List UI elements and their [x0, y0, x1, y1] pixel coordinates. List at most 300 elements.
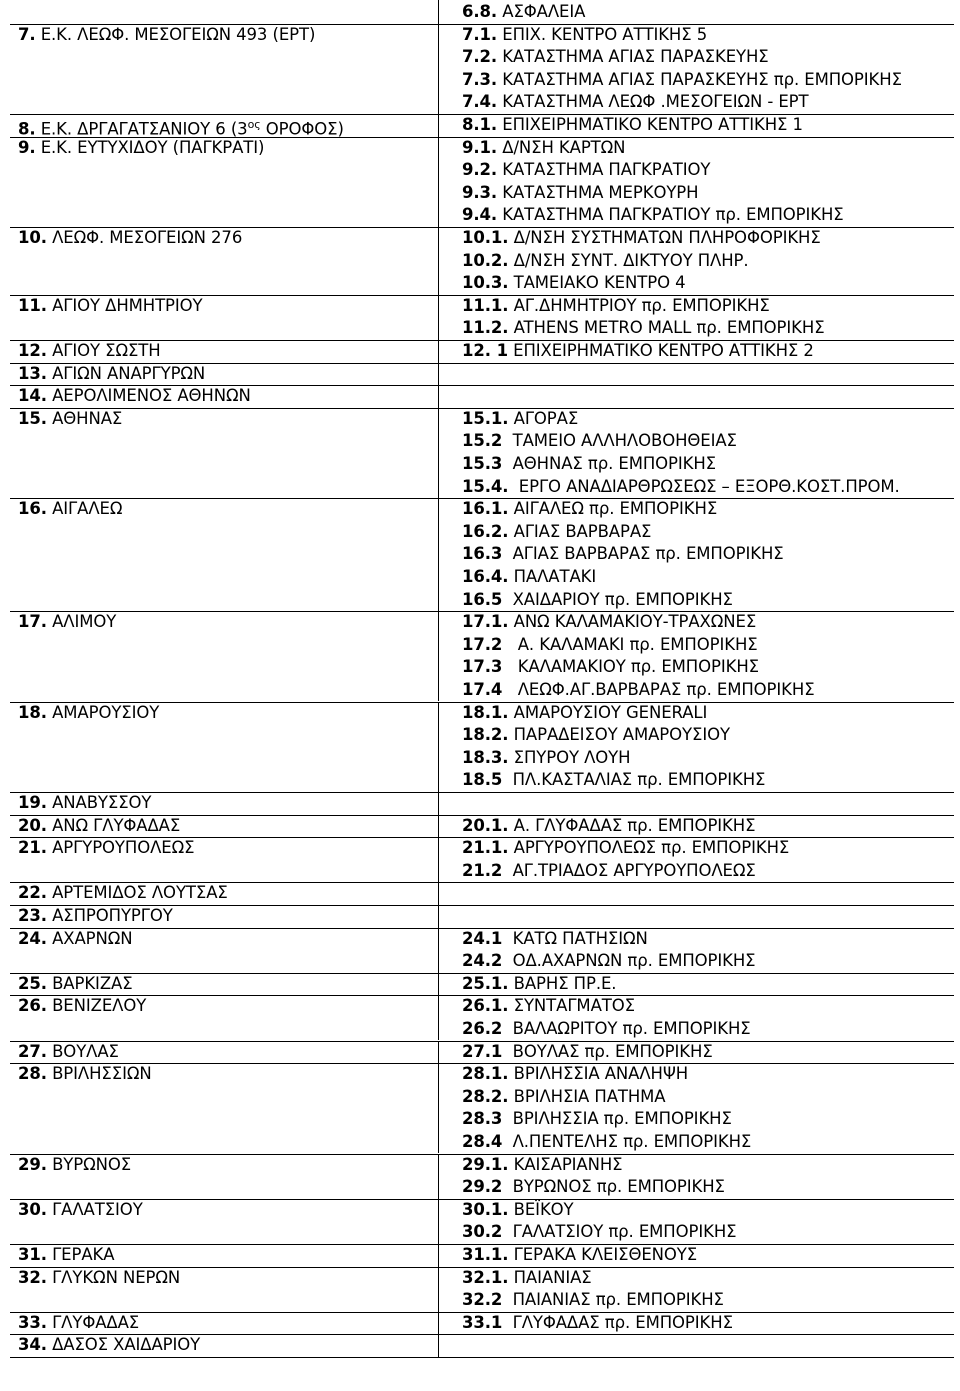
row-separator	[10, 815, 954, 816]
sub-branch-label: ΑΝΩ ΚΑΛΑΜΑΚΙΟΥ-ΤΡΑΧΩΝΕΣ	[508, 612, 757, 632]
sub-branch-number: 10.3.	[462, 273, 509, 293]
branch-name	[18, 816, 180, 836]
branch-label: ΓΛΥΦΑΔΑΣ	[46, 1312, 140, 1332]
sub-branch	[462, 70, 902, 90]
sub-branch-number: 9.4.	[462, 205, 498, 225]
sub-branch-number: 33.1	[462, 1312, 503, 1332]
branch-number: 30.	[18, 1199, 47, 1219]
branch-number: 29.	[18, 1154, 47, 1174]
row-separator	[10, 905, 954, 906]
sub-branch-label: Λ.ΠΕΝΤΕΛΗΣ πρ. ΕΜΠΟΡΙΚΗΣ	[502, 1132, 752, 1151]
sub-branch-label: ΚΑΤΑΣΤΗΜΑ ΠΑΓΚΡΑΤΙΟΥ πρ. ΕΜΠΟΡΙΚΗΣ	[497, 205, 844, 225]
sub-branch	[462, 1109, 732, 1129]
column-divider	[438, 137, 439, 227]
branch-label: ΑΝΑΒΥΣΣΟΥ	[46, 793, 152, 812]
row-separator	[10, 24, 954, 25]
column-divider	[438, 114, 439, 137]
sub-branch-label: ΓΑΛΑΤΣΙΟΥ πρ. ΕΜΠΟΡΙΚΗΣ	[502, 1222, 737, 1242]
branch-number: 27.	[18, 1041, 47, 1061]
sub-branch	[462, 1245, 697, 1265]
row-separator	[10, 882, 954, 883]
sub-branch-label: ΚΑΛΑΜΑΚΙΟΥ πρ. ΕΜΠΟΡΙΚΗΣ	[502, 657, 759, 677]
row-separator	[10, 702, 954, 703]
sub-branch-number: 15.2	[462, 431, 503, 451]
sub-branch	[462, 1268, 592, 1288]
sub-branch	[462, 454, 716, 474]
branch-label: ΑΡΓΥΡΟΥΠΟΛΕΩΣ	[46, 838, 195, 858]
sub-branch-label: ΤΑΜΕΙΟ ΑΛΛΗΛΟΒΟΗΘΕΙΑΣ	[502, 431, 737, 451]
sub-branch	[462, 522, 651, 542]
branch-label: ΔΑΣΟΣ ΧΑΙΔΑΡΙΟΥ	[46, 1335, 201, 1355]
branch-label-suffix: ΟΡΟΦΟΣ)	[260, 119, 344, 139]
column-divider	[438, 973, 439, 996]
sub-branch	[462, 680, 815, 700]
branch-name	[18, 499, 122, 519]
branch-label: ΑΓΙΩΝ ΑΝΑΡΓΥΡΩΝ	[46, 363, 206, 383]
branch-name	[18, 838, 194, 858]
sub-branch-label: ΚΑΤΩ ΠΑΤΗΣΙΩΝ	[502, 928, 648, 948]
row-separator	[10, 1063, 954, 1064]
sub-branch	[462, 657, 759, 677]
branch-name	[18, 296, 203, 316]
branch-label: ΑΧΑΡΝΩΝ	[46, 928, 133, 948]
branch-name	[18, 228, 242, 248]
sub-branch-label: ΒΟΥΛΑΣ πρ. ΕΜΠΟΡΙΚΗΣ	[502, 1041, 713, 1061]
sub-branch-label: ΠΛ.ΚΑΣΤΑΛΙΑΣ πρ. ΕΜΠΟΡΙΚΗΣ	[502, 770, 766, 790]
branch-number: 8.	[18, 119, 36, 139]
row-separator	[10, 1244, 954, 1245]
branch-name	[18, 115, 344, 140]
column-divider	[438, 702, 439, 792]
column-divider	[438, 1312, 439, 1335]
sub-branch	[462, 748, 630, 768]
branch-number: 32.	[18, 1267, 47, 1287]
sub-branch-label: ΚΑΤΑΣΤΗΜΑ ΑΓΙΑΣ ΠΑΡΑΣΚΕΥΗΣ πρ. ΕΜΠΟΡΙΚΗΣ	[497, 69, 902, 89]
sub-branch-number: 7.4.	[462, 92, 498, 112]
branch-name	[18, 25, 315, 45]
column-divider	[438, 385, 439, 408]
sub-branch-label: ΑΘΗΝΑΣ πρ. ΕΜΠΟΡΙΚΗΣ	[502, 454, 717, 473]
sub-branch	[462, 816, 755, 836]
sub-branch-number: 17.1.	[462, 612, 509, 632]
sub-branch-number: 28.1.	[462, 1064, 509, 1084]
column-divider	[438, 340, 439, 363]
sub-branch	[462, 296, 770, 316]
branch-label: ΑΜΑΡΟΥΣΙΟΥ	[46, 702, 160, 722]
sub-branch-number: 21.1.	[462, 838, 509, 858]
column-divider	[438, 995, 439, 1040]
sub-branch-label: ΒΕΪΚΟΥ	[508, 1199, 574, 1219]
sub-branch-label: ΕΡΓΟ ΑΝΑΔΙΑΡΘΡΩΣΕΩΣ – ΕΞΟΡΘ.ΚΟΣΤ.ΠΡΟΜ.	[508, 476, 900, 496]
branch-number: 25.	[18, 973, 47, 993]
sub-branch	[462, 183, 698, 203]
column-divider	[438, 227, 439, 295]
sub-branch	[462, 273, 686, 293]
sub-branch-number: 15.3	[462, 454, 503, 473]
branch-name	[18, 929, 133, 949]
branch-number: 15.	[18, 408, 47, 428]
sub-branch-label: ΣΥΝΤΑΓΜΑΤΟΣ	[508, 996, 635, 1016]
branch-number: 21.	[18, 838, 47, 858]
branch-number: 17.	[18, 612, 47, 632]
sub-branch-label: ΒΡΙΛΗΣΣΙΑ ΑΝΑΛΗΨΗ	[508, 1064, 689, 1084]
branch-name	[18, 364, 205, 384]
sub-branch-label: ΕΠΙΧΕΙΡΗΜΑΤΙΚΟ ΚΕΝΤΡΟ ΑΤΤΙΚΗΣ 2	[507, 341, 814, 360]
branch-label: ΑΛΙΜΟΥ	[46, 612, 117, 632]
column-divider	[438, 363, 439, 386]
sub-branch	[462, 341, 814, 361]
sub-branch-label: ΠΑΙΑΝΙΑΣ πρ. ΕΜΠΟΡΙΚΗΣ	[502, 1290, 724, 1310]
sub-branch	[462, 115, 803, 135]
sub-branch-number: 17.4	[462, 680, 503, 699]
sub-branch-number: 26.2	[462, 1019, 503, 1038]
branch-label: ΑΓΙΟΥ ΔΗΜΗΤΡΙΟΥ	[46, 295, 203, 315]
sub-branch-number: 18.3.	[462, 747, 509, 767]
branch-number: 31.	[18, 1245, 47, 1264]
sub-branch-number: 7.2.	[462, 47, 498, 67]
sub-branch-label: ΓΛΥΦΑΔΑΣ πρ. ΕΜΠΟΡΙΚΗΣ	[502, 1312, 733, 1332]
column-divider	[438, 792, 439, 815]
sub-branch	[462, 951, 756, 971]
column-divider	[438, 837, 439, 882]
branch-name	[18, 883, 228, 903]
sub-branch	[462, 251, 749, 271]
sub-branch-label: ATHENS METRO MALL πρ. ΕΜΠΟΡΙΚΗΣ	[508, 318, 825, 338]
sub-branch-number: 16.4.	[462, 567, 509, 586]
sub-branch-number: 32.1.	[462, 1267, 509, 1287]
row-separator	[10, 995, 954, 996]
row-separator	[10, 498, 954, 499]
branch-name	[18, 996, 146, 1016]
branch-number: 24.	[18, 928, 47, 948]
column-divider	[438, 611, 439, 701]
sub-branch	[462, 838, 789, 858]
sub-branch	[462, 1177, 725, 1197]
sub-branch-label: ΕΠΙΧ. ΚΕΝΤΡΟ ΑΤΤΙΚΗΣ 5	[497, 24, 708, 44]
sub-branch-number: 17.2	[462, 634, 503, 654]
row-separator	[10, 1357, 954, 1358]
sub-branch	[462, 1155, 623, 1175]
sub-branch-number: 16.1.	[462, 499, 509, 519]
sub-branch-number: 8.1.	[462, 115, 498, 134]
sub-branch	[462, 205, 844, 225]
sub-branch-number: 18.5	[462, 770, 503, 790]
sub-branch	[462, 318, 825, 338]
branch-name	[18, 1245, 114, 1265]
sub-branch-label: Δ/ΝΣΗ ΣΥΝΤ. ΔΙΚΤΥΟΥ ΠΛΗΡ.	[508, 250, 749, 270]
sub-branch	[462, 160, 710, 180]
sub-branch	[462, 861, 756, 881]
branch-number: 10.	[18, 228, 47, 247]
branch-name	[18, 1200, 143, 1220]
sub-branch-label: ΑΡΓΥΡΟΥΠΟΛΕΩΣ πρ. ΕΜΠΟΡΙΚΗΣ	[508, 838, 790, 858]
sub-branch-number: 26.1.	[462, 996, 509, 1016]
column-divider	[438, 1199, 439, 1244]
row-separator	[10, 408, 954, 409]
sub-branch-number: 29.1.	[462, 1154, 509, 1174]
branch-number: 11.	[18, 295, 47, 315]
branch-label: ΑΙΓΑΛΕΩ	[46, 499, 123, 519]
sub-branch	[462, 1313, 733, 1333]
sub-branch-number: 28.3	[462, 1109, 503, 1129]
row-separator	[10, 611, 954, 612]
sub-branch	[462, 1132, 751, 1152]
sub-branch	[462, 431, 737, 451]
branch-name	[18, 409, 122, 429]
branch-name	[18, 1313, 139, 1333]
sub-branch	[462, 590, 733, 610]
sub-branch-number: 18.2.	[462, 725, 509, 745]
sub-branch-number: 15.4.	[462, 476, 509, 496]
sub-branch	[462, 996, 635, 1016]
sub-branch	[462, 409, 578, 429]
branch-label: Ε.Κ. ΛΕΩΦ. ΜΕΣΟΓΕΙΩΝ 493 (ΕΡΤ)	[35, 24, 316, 44]
column-divider	[438, 1267, 439, 1312]
sub-branch	[462, 544, 784, 564]
branch-label: ΒΟΥΛΑΣ	[46, 1041, 119, 1061]
branch-label: ΑΝΩ ΓΛΥΦΑΔΑΣ	[46, 815, 181, 835]
branch-name	[18, 341, 161, 361]
sub-branch-label: ΑΜΑΡΟΥΣΙΟΥ GENERALI	[508, 702, 708, 722]
branch-number: 14.	[18, 386, 47, 406]
sub-branch	[462, 1042, 713, 1062]
sub-branch	[462, 2, 585, 22]
branch-label: ΒΡΙΛΗΣΣΙΩΝ	[46, 1064, 152, 1084]
sub-branch-label: ΚΑΤΑΣΤΗΜΑ ΠΑΓΚΡΑΤΙΟΥ	[497, 160, 711, 180]
column-divider	[438, 905, 439, 928]
branch-label: ΒΕΝΙΖΕΛΟΥ	[46, 996, 147, 1016]
sub-branch-number: 18.1.	[462, 702, 509, 722]
branch-label: ΒΥΡΩΝΟΣ	[46, 1154, 132, 1174]
column-divider	[438, 1154, 439, 1199]
row-separator	[10, 227, 954, 228]
branch-number: 23.	[18, 906, 47, 925]
row-separator	[10, 340, 954, 341]
column-divider	[438, 1334, 439, 1357]
sub-branch-label: ΒΡΙΛΗΣΣΙΑ πρ. ΕΜΠΟΡΙΚΗΣ	[502, 1109, 732, 1129]
branch-label: ΓΛΥΚΩΝ ΝΕΡΩΝ	[46, 1267, 181, 1287]
sub-branch-number: 16.2.	[462, 521, 509, 541]
sub-branch-number: 21.2	[462, 860, 503, 880]
column-divider	[438, 1041, 439, 1064]
row-separator	[10, 837, 954, 838]
sub-branch-number: 24.2	[462, 951, 503, 971]
sub-branch	[462, 1087, 666, 1107]
column-divider	[438, 295, 439, 340]
sub-branch	[462, 477, 900, 497]
branch-label: ΓΕΡΑΚΑ	[46, 1245, 115, 1264]
sub-branch-number: 28.4	[462, 1132, 503, 1151]
branch-number: 7.	[18, 24, 36, 44]
branch-name	[18, 612, 116, 632]
sub-branch-label: ΤΑΜΕΙΑΚΟ ΚΕΝΤΡΟ 4	[508, 273, 686, 293]
branch-label: ΑΕΡΟΛΙΜΕΝΟΣ ΑΘΗΝΩΝ	[46, 386, 251, 406]
sub-branch-number: 10.1.	[462, 228, 509, 247]
sub-branch	[462, 929, 648, 949]
sub-branch-number: 11.1.	[462, 295, 509, 315]
branch-label: Ε.Κ. ΔΡΓΑΓΑΤΣΑΝΙΟΥ 6 (3	[35, 119, 248, 139]
sub-branch	[462, 228, 821, 248]
sub-branch-label: ΑΓΙΑΣ ΒΑΡΒΑΡΑΣ	[508, 521, 652, 541]
sub-branch-number: 20.1.	[462, 815, 509, 835]
sub-branch-label: ΧΑΙΔΑΡΙΟΥ πρ. ΕΜΠΟΡΙΚΗΣ	[502, 589, 733, 609]
sub-branch-label: Δ/ΝΣΗ ΣΥΣΤΗΜΑΤΩΝ ΠΛΗΡΟΦΟΡΙΚΗΣ	[508, 228, 821, 247]
column-divider	[438, 815, 439, 838]
row-separator	[10, 363, 954, 364]
sub-branch	[462, 1200, 574, 1220]
column-divider	[438, 882, 439, 905]
sub-branch-number: 15.1.	[462, 408, 509, 428]
branch-name	[18, 386, 251, 406]
sub-branch-number: 30.1.	[462, 1199, 509, 1219]
column-divider	[438, 1063, 439, 1153]
branch-number: 34.	[18, 1335, 47, 1355]
sub-branch-number: 12. 1	[462, 341, 508, 360]
sub-branch-number: 7.3.	[462, 69, 498, 89]
sub-branch-label: ΠΑΛΑΤΑΚΙ	[508, 567, 597, 586]
sub-branch-label: ΛΕΩΦ.ΑΓ.ΒΑΡΒΑΡΑΣ πρ. ΕΜΠΟΡΙΚΗΣ	[502, 680, 815, 699]
branch-number: 26.	[18, 996, 47, 1016]
row-separator	[10, 973, 954, 974]
sub-branch	[462, 612, 756, 632]
sub-branch	[462, 974, 616, 994]
column-divider	[438, 0, 439, 24]
sub-branch	[462, 499, 717, 519]
row-separator	[10, 295, 954, 296]
sub-branch-label: ΒΑΡΗΣ ΠΡ.Ε.	[508, 973, 617, 993]
row-separator	[10, 928, 954, 929]
branch-name	[18, 1155, 131, 1175]
sub-branch-number: 16.3	[462, 544, 503, 564]
branch-label: ΑΣΠΡΟΠΥΡΓΟΥ	[46, 906, 173, 925]
sub-branch	[462, 92, 809, 112]
sub-branch-label: ΠΑΡΑΔΕΙΣΟΥ ΑΜΑΡΟΥΣΙΟΥ	[508, 725, 730, 745]
sub-branch	[462, 635, 758, 655]
sub-branch	[462, 770, 765, 790]
branch-label: ΑΘΗΝΑΣ	[46, 408, 123, 428]
sub-branch	[462, 1064, 688, 1084]
branch-name	[18, 138, 264, 158]
sub-branch	[462, 1290, 724, 1310]
column-divider	[438, 24, 439, 114]
sub-branch	[462, 725, 730, 745]
branch-number: 9.	[18, 137, 36, 157]
sub-branch-label: Α. ΓΛΥΦΑΔΑΣ πρ. ΕΜΠΟΡΙΚΗΣ	[508, 815, 756, 835]
row-separator	[10, 385, 954, 386]
branch-label: ΛΕΩΦ. ΜΕΣΟΓΕΙΩΝ 276	[46, 228, 243, 247]
branch-number: 16.	[18, 499, 47, 519]
sub-branch-number: 24.1	[462, 928, 503, 948]
sub-branch-number: 30.2	[462, 1222, 503, 1242]
sub-branch-number: 27.1	[462, 1041, 503, 1061]
branch-label: ΑΓΙΟΥ ΣΩΣΤΗ	[46, 341, 161, 360]
row-separator	[10, 792, 954, 793]
column-divider	[438, 408, 439, 498]
branch-number: 19.	[18, 793, 47, 812]
column-divider	[438, 928, 439, 973]
row-separator	[10, 1154, 954, 1155]
branch-name	[18, 906, 173, 926]
sub-branch-label: ΑΓΙΑΣ ΒΑΡΒΑΡΑΣ πρ. ΕΜΠΟΡΙΚΗΣ	[502, 544, 784, 564]
column-divider	[438, 498, 439, 611]
branch-label: ΓΑΛΑΤΣΙΟΥ	[46, 1199, 143, 1219]
row-separator	[10, 1334, 954, 1335]
sub-branch-label: ΒΡΙΛΗΣΙΑ ΠΑΤΗΜΑ	[508, 1086, 666, 1106]
branch-name	[18, 1042, 119, 1062]
sub-branch-number: 31.1.	[462, 1245, 509, 1264]
row-separator	[10, 1041, 954, 1042]
sub-branch-label: ΒΥΡΩΝΟΣ πρ. ΕΜΠΟΡΙΚΗΣ	[502, 1177, 725, 1197]
sub-branch-number: 6.8.	[462, 2, 498, 21]
sub-branch-label: Α. ΚΑΛΑΜΑΚΙ πρ. ΕΜΠΟΡΙΚΗΣ	[502, 634, 758, 654]
sub-branch-label: ΠΑΙΑΝΙΑΣ	[508, 1267, 592, 1287]
branch-number: 12.	[18, 341, 47, 360]
branch-label: ΑΡΤΕΜΙΔΟΣ ΛΟΥΤΣΑΣ	[46, 883, 228, 903]
sub-branch-label: ΣΠΥΡΟΥ ΛΟΥΗ	[508, 747, 631, 767]
sub-branch-number: 11.2.	[462, 318, 509, 338]
sub-branch-number: 29.2	[462, 1177, 503, 1197]
sub-branch-label: ΑΓ.ΔΗΜΗΤΡΙΟΥ πρ. ΕΜΠΟΡΙΚΗΣ	[508, 295, 770, 315]
sub-branch-number: 9.3.	[462, 182, 498, 202]
sub-branch-number: 32.2	[462, 1290, 503, 1310]
sub-branch-label: ΒΑΛΑΩΡΙΤΟΥ πρ. ΕΜΠΟΡΙΚΗΣ	[502, 1019, 751, 1038]
sub-branch-label: ΚΑΙΣΑΡΙΑΝΗΣ	[508, 1154, 623, 1174]
sub-branch-label: ΑΓ.ΤΡΙΑΔΟΣ ΑΡΓΥΡΟΥΠΟΛΕΩΣ	[502, 860, 756, 880]
sub-branch	[462, 567, 596, 587]
branch-name	[18, 703, 159, 723]
sub-branch-number: 9.2.	[462, 160, 498, 180]
sub-branch-label: Δ/ΝΣΗ ΚΑΡΤΩΝ	[497, 137, 626, 157]
row-separator	[10, 1312, 954, 1313]
sub-branch-label: ΑΙΓΑΛΕΩ πρ. ΕΜΠΟΡΙΚΗΣ	[508, 499, 718, 519]
sub-branch-label: ΚΑΤΑΣΤΗΜΑ ΛΕΩΦ .ΜΕΣΟΓΕΙΩΝ - ΕΡΤ	[497, 92, 809, 112]
sub-branch	[462, 1222, 736, 1242]
branch-label: ΒΑΡΚΙΖΑΣ	[46, 973, 133, 993]
sub-branch-label: ΓΕΡΑΚΑ ΚΛΕΙΣΘΕΝΟΥΣ	[508, 1245, 698, 1264]
sub-branch-number: 9.1.	[462, 137, 498, 157]
branch-label: Ε.Κ. ΕΥΤΥΧΙΔΟΥ (ΠΑΓΚΡΑΤΙ)	[35, 137, 265, 157]
branch-name	[18, 1268, 180, 1288]
sub-branch-number: 7.1.	[462, 24, 498, 44]
branch-name	[18, 793, 151, 813]
superscript: ος	[247, 118, 261, 131]
row-separator	[10, 1199, 954, 1200]
sub-branch-number: 17.3	[462, 657, 503, 677]
branch-name	[18, 1064, 152, 1084]
row-separator	[10, 114, 954, 115]
column-divider	[438, 1244, 439, 1267]
sub-branch	[462, 1019, 751, 1039]
branch-number: 33.	[18, 1312, 47, 1332]
branch-number: 18.	[18, 702, 47, 722]
sub-branch	[462, 138, 625, 158]
row-separator	[10, 137, 954, 138]
sub-branch	[462, 47, 769, 67]
sub-branch-number: 25.1.	[462, 973, 509, 993]
sub-branch-number: 16.5	[462, 589, 503, 609]
branch-name	[18, 974, 133, 994]
branch-name	[18, 1335, 200, 1355]
sub-branch-label: ΟΔ.ΑΧΑΡΝΩΝ πρ. ΕΜΠΟΡΙΚΗΣ	[502, 951, 756, 971]
sub-branch-label: ΑΓΟΡΑΣ	[508, 408, 579, 428]
sub-branch-label: ΕΠΙΧΕΙΡΗΜΑΤΙΚΟ ΚΕΝΤΡΟ ΑΤΤΙΚΗΣ 1	[497, 115, 803, 134]
row-separator	[10, 1267, 954, 1268]
sub-branch-number: 10.2.	[462, 250, 509, 270]
branch-number: 20.	[18, 815, 47, 835]
sub-branch-label: ΑΣΦΑΛΕΙΑ	[497, 2, 586, 21]
branch-number: 22.	[18, 883, 47, 903]
sub-branch	[462, 703, 707, 723]
